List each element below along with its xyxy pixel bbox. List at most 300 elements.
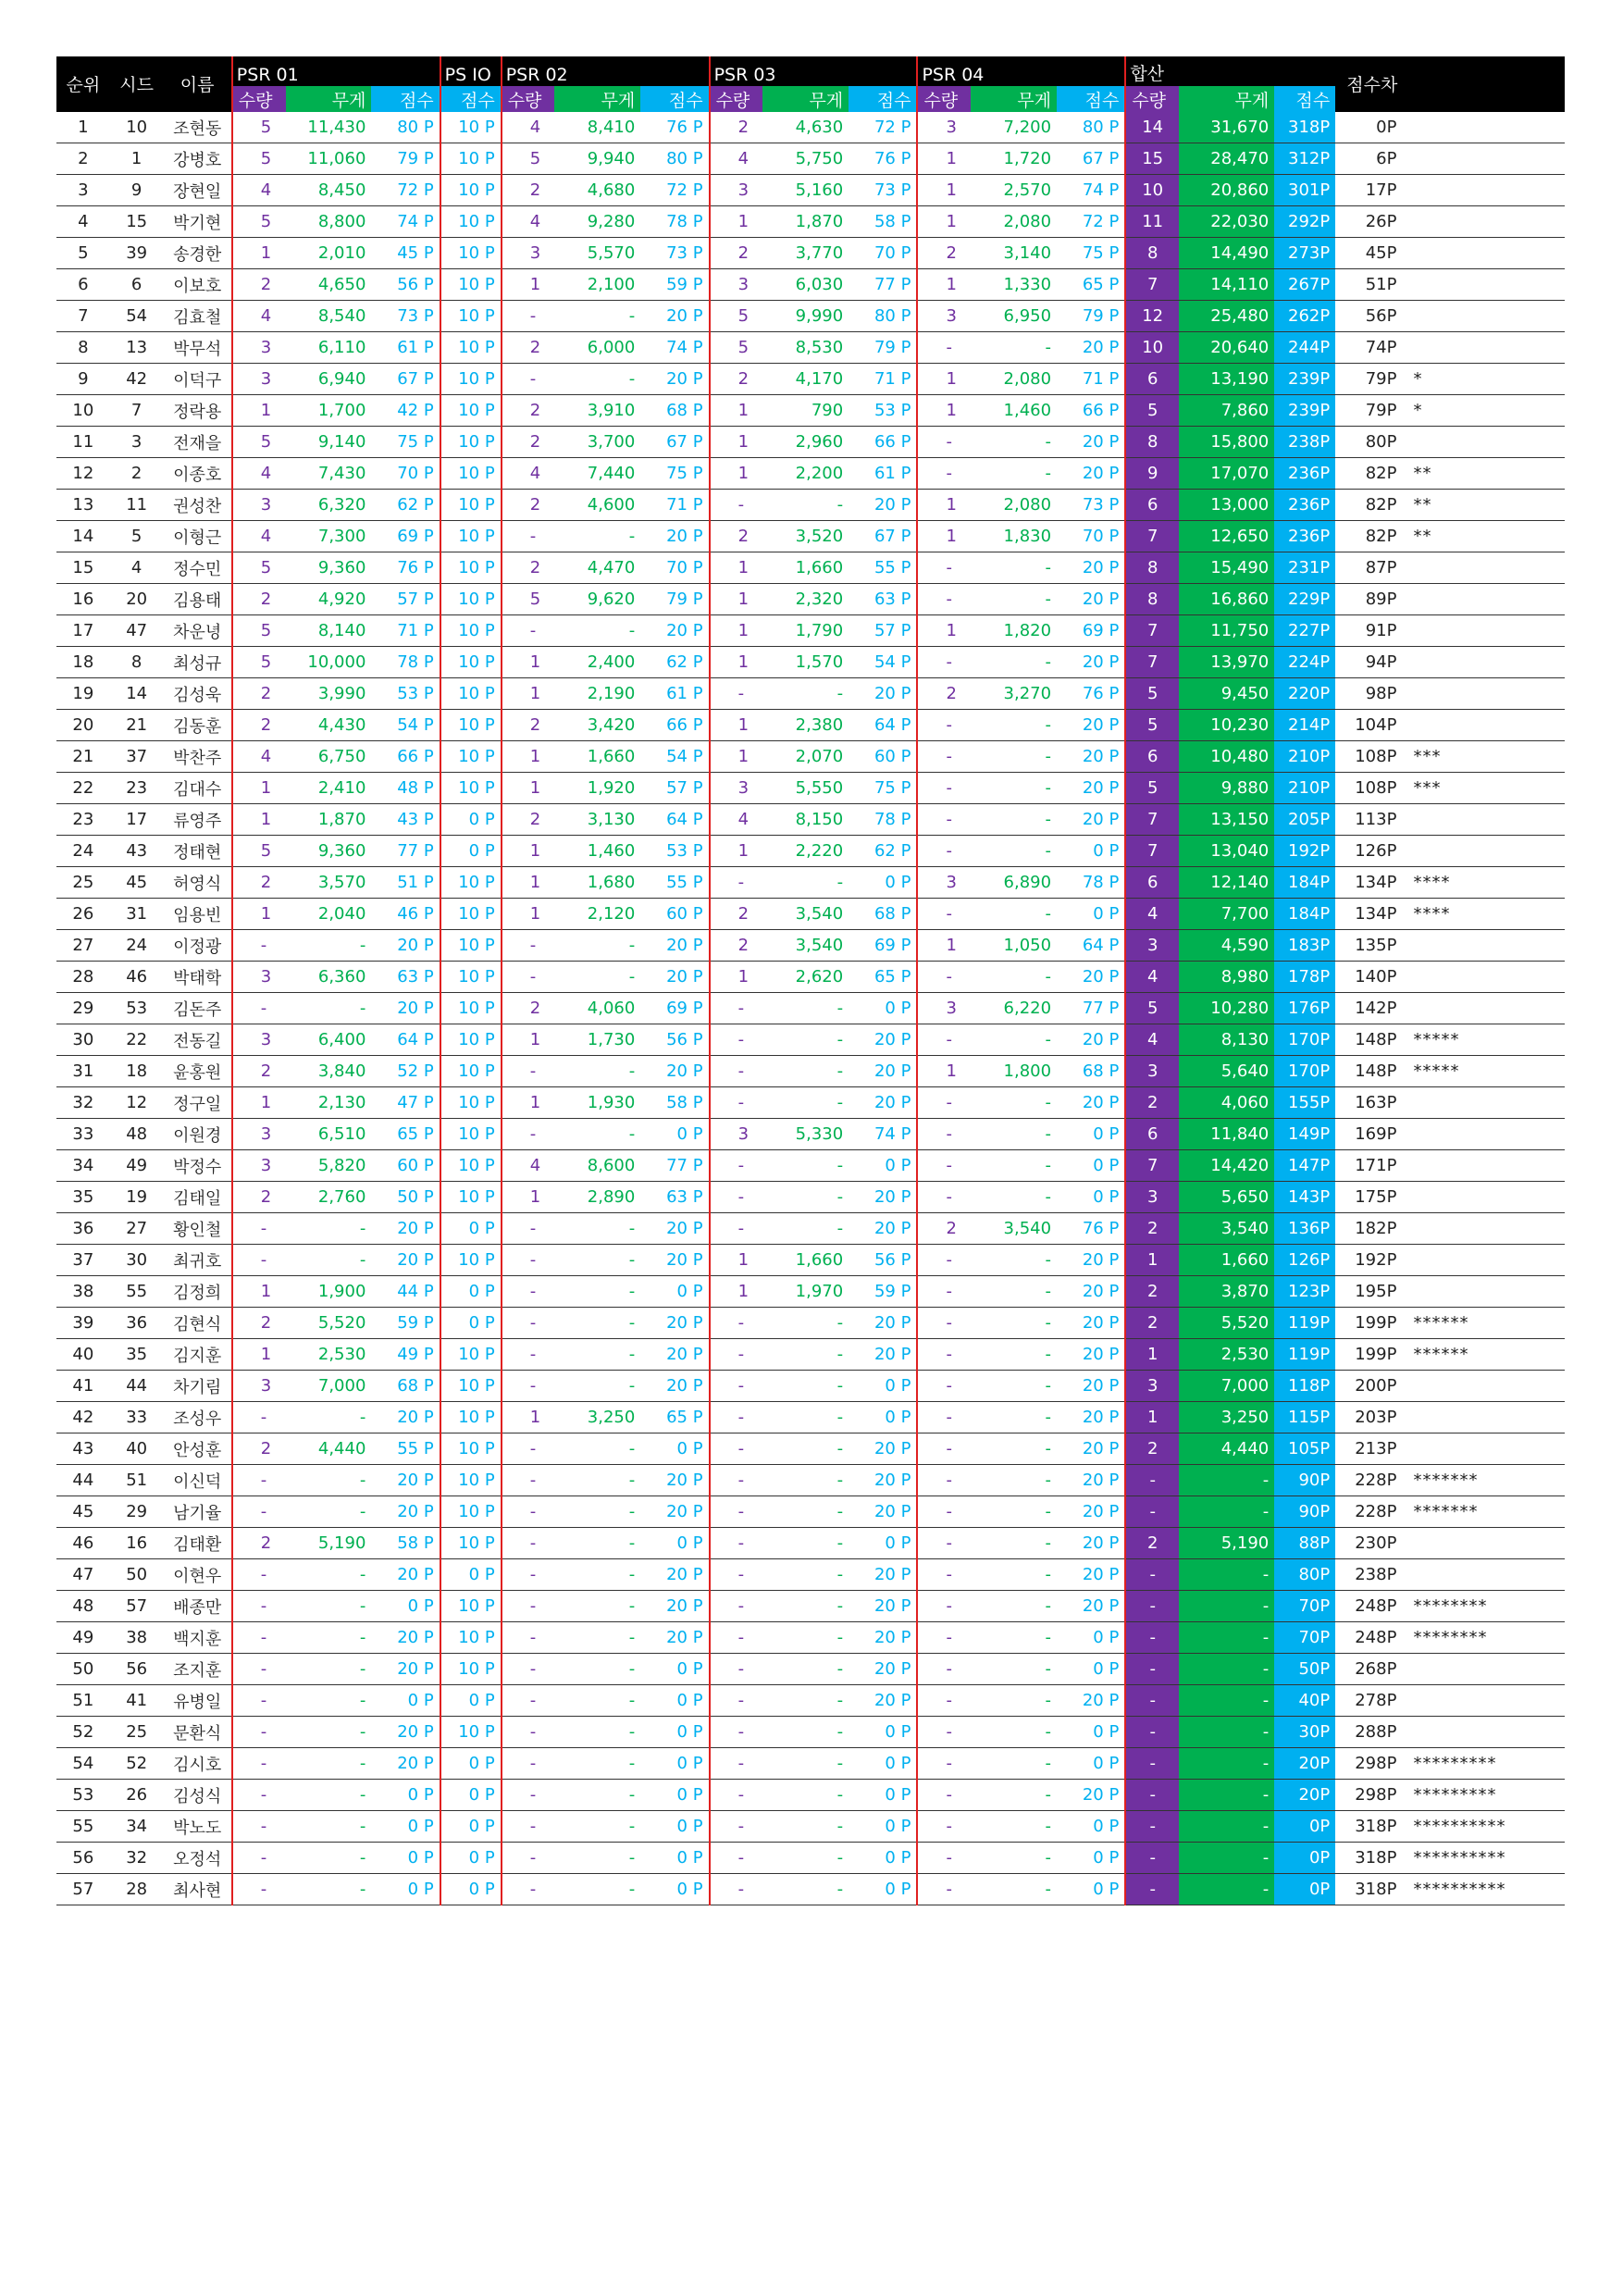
table-row	[56, 1402, 1565, 1433]
cell-psr03-weight: -	[762, 1213, 849, 1245]
cell-psr04-score: 0 P	[1057, 836, 1125, 867]
cell-psr04-score: 69 P	[1057, 615, 1125, 647]
cell-score-diff: 163P	[1335, 1087, 1402, 1119]
cell-psr01-qty: 4	[232, 458, 286, 490]
cell-psr01-weight: -	[286, 1465, 372, 1496]
cell-psr03-weight: -	[762, 1811, 849, 1843]
cell-psr01-weight: 8,450	[286, 175, 372, 206]
cell-psr04-qty: 3	[917, 867, 971, 899]
cell-psr02-weight: 4,680	[554, 175, 640, 206]
cell-psr04-weight: -	[971, 741, 1057, 773]
cell-score-diff: 228P	[1335, 1465, 1402, 1496]
cell-score-diff: 79P	[1335, 395, 1402, 427]
cell-psr02-score: 71 P	[640, 490, 709, 521]
cell-psr02-score: 74 P	[640, 332, 709, 364]
psr04-score-header: 점수	[1057, 86, 1125, 112]
cell-total-weight: 13,190	[1179, 364, 1274, 395]
cell-psr01-weight: 5,820	[286, 1150, 372, 1182]
cell-psr01-weight: -	[286, 1559, 372, 1591]
cell-rank: 19	[56, 678, 110, 710]
cell-tie-mark: *****	[1402, 1056, 1565, 1087]
cell-psr01-weight: 8,540	[286, 301, 372, 332]
cell-psr02-qty: -	[502, 301, 555, 332]
cell-total-score: 227P	[1274, 615, 1335, 647]
cell-score-diff: 108P	[1335, 773, 1402, 804]
cell-psr01-score: 20 P	[371, 1402, 440, 1433]
cell-psr01-score: 74 P	[371, 206, 440, 238]
cell-psr01-score: 70 P	[371, 458, 440, 490]
cell-psr04-score: 64 P	[1057, 930, 1125, 962]
cell-psio-score: 10 P	[440, 615, 502, 647]
cell-tie-mark: ***	[1402, 741, 1565, 773]
cell-tie-mark	[1402, 1685, 1565, 1717]
cell-psio-score: 10 P	[440, 647, 502, 678]
cell-psr01-weight: 3,570	[286, 867, 372, 899]
cell-psr03-score: 66 P	[849, 427, 917, 458]
group-psr02-header: PSR 02	[502, 56, 710, 86]
cell-rank: 4	[56, 206, 110, 238]
table-row	[56, 1528, 1565, 1559]
cell-psr03-score: 20 P	[849, 490, 917, 521]
cell-psr01-weight: 4,920	[286, 584, 372, 615]
cell-psr04-weight: 6,950	[971, 301, 1057, 332]
cell-score-diff: 135P	[1335, 930, 1402, 962]
cell-psr02-weight: 5,570	[554, 238, 640, 269]
cell-psr03-score: 69 P	[849, 930, 917, 962]
cell-psr01-qty: 2	[232, 1308, 286, 1339]
cell-rank: 49	[56, 1622, 110, 1654]
cell-psr04-weight: 1,460	[971, 395, 1057, 427]
psr02-qty-header: 수량	[502, 86, 555, 112]
cell-psr02-qty: 2	[502, 332, 555, 364]
cell-psr03-weight: 8,530	[762, 332, 849, 364]
cell-psr01-score: 20 P	[371, 1245, 440, 1276]
cell-name: 박찬주	[164, 741, 232, 773]
cell-total-score: 20P	[1274, 1780, 1335, 1811]
cell-psr01-weight: 2,760	[286, 1182, 372, 1213]
cell-seed: 9	[110, 175, 164, 206]
table-row	[56, 1748, 1565, 1780]
cell-rank: 3	[56, 175, 110, 206]
cell-psr04-qty: -	[917, 1874, 971, 1905]
cell-score-diff: 248P	[1335, 1591, 1402, 1622]
cell-psr04-score: 79 P	[1057, 301, 1125, 332]
cell-psr04-score: 65 P	[1057, 269, 1125, 301]
cell-psr03-score: 73 P	[849, 175, 917, 206]
cell-psr04-weight: 1,720	[971, 143, 1057, 175]
cell-psr02-weight: -	[554, 1465, 640, 1496]
cell-total-score: 214P	[1274, 710, 1335, 741]
cell-score-diff: 318P	[1335, 1811, 1402, 1843]
cell-total-weight: 10,230	[1179, 710, 1274, 741]
cell-total-weight: 20,860	[1179, 175, 1274, 206]
table-row	[56, 1056, 1565, 1087]
cell-psr02-qty: -	[502, 1528, 555, 1559]
cell-total-qty: 5	[1125, 678, 1179, 710]
cell-tie-mark	[1402, 1371, 1565, 1402]
total-qty-header: 수량	[1125, 86, 1179, 112]
cell-psr03-qty: -	[710, 678, 763, 710]
cell-psr04-score: 20 P	[1057, 427, 1125, 458]
cell-psr01-qty: 5	[232, 206, 286, 238]
group-psr04-header: PSR 04	[917, 56, 1125, 86]
cell-seed: 44	[110, 1371, 164, 1402]
cell-total-qty: -	[1125, 1465, 1179, 1496]
cell-psr02-score: 53 P	[640, 836, 709, 867]
cell-psr04-score: 71 P	[1057, 364, 1125, 395]
cell-psr01-weight: -	[286, 1780, 372, 1811]
cell-total-qty: 8	[1125, 552, 1179, 584]
cell-total-score: 80P	[1274, 1559, 1335, 1591]
cell-score-diff: 171P	[1335, 1150, 1402, 1182]
cell-psr03-score: 20 P	[849, 1213, 917, 1245]
cell-psr02-qty: -	[502, 1308, 555, 1339]
cell-total-score: 30P	[1274, 1717, 1335, 1748]
cell-tie-mark: ***	[1402, 773, 1565, 804]
cell-seed: 43	[110, 836, 164, 867]
cell-psr01-weight: 2,040	[286, 899, 372, 930]
cell-psio-score: 10 P	[440, 1024, 502, 1056]
cell-psr04-qty: -	[917, 1654, 971, 1685]
cell-psr03-qty: 3	[710, 1119, 763, 1150]
cell-psr03-weight: -	[762, 1402, 849, 1433]
cell-name: 박정수	[164, 1150, 232, 1182]
results-table	[56, 56, 1565, 1905]
cell-psr04-qty: -	[917, 1339, 971, 1371]
cell-seed: 7	[110, 395, 164, 427]
cell-psr03-weight: -	[762, 1087, 849, 1119]
cell-psr01-qty: -	[232, 1748, 286, 1780]
cell-psio-score: 10 P	[440, 206, 502, 238]
cell-psr03-score: 78 P	[849, 804, 917, 836]
cell-psr01-score: 79 P	[371, 143, 440, 175]
cell-total-qty: 8	[1125, 238, 1179, 269]
cell-name: 남기율	[164, 1496, 232, 1528]
cell-seed: 3	[110, 427, 164, 458]
cell-tie-mark	[1402, 1213, 1565, 1245]
cell-seed: 38	[110, 1622, 164, 1654]
cell-psr03-weight: 2,620	[762, 962, 849, 993]
cell-psr01-score: 63 P	[371, 962, 440, 993]
cell-tie-mark: ********	[1402, 1622, 1565, 1654]
cell-total-score: 220P	[1274, 678, 1335, 710]
cell-psr03-weight: 2,220	[762, 836, 849, 867]
cell-seed: 5	[110, 521, 164, 552]
cell-psr03-weight: 2,320	[762, 584, 849, 615]
cell-total-score: 20P	[1274, 1748, 1335, 1780]
cell-total-qty: 7	[1125, 521, 1179, 552]
cell-name: 김현식	[164, 1308, 232, 1339]
cell-total-score: 210P	[1274, 773, 1335, 804]
cell-psr01-weight: -	[286, 1591, 372, 1622]
cell-psr04-weight: -	[971, 1528, 1057, 1559]
cell-total-score: 147P	[1274, 1150, 1335, 1182]
cell-psr01-score: 0 P	[371, 1843, 440, 1874]
cell-total-weight: 13,970	[1179, 647, 1274, 678]
cell-tie-mark	[1402, 175, 1565, 206]
table-row	[56, 741, 1565, 773]
cell-psr01-qty: -	[232, 1591, 286, 1622]
cell-psr03-qty: 4	[710, 143, 763, 175]
cell-psr02-qty: -	[502, 1245, 555, 1276]
cell-score-diff: 192P	[1335, 1245, 1402, 1276]
cell-score-diff: 182P	[1335, 1213, 1402, 1245]
cell-tie-mark	[1402, 1717, 1565, 1748]
cell-psr03-qty: -	[710, 1024, 763, 1056]
cell-psr04-weight: -	[971, 773, 1057, 804]
cell-total-score: 184P	[1274, 867, 1335, 899]
cell-psr01-weight: -	[286, 1213, 372, 1245]
cell-psr04-score: 0 P	[1057, 899, 1125, 930]
cell-tie-mark: *********	[1402, 1780, 1565, 1811]
cell-psr02-qty: 1	[502, 1024, 555, 1056]
cell-name: 송경한	[164, 238, 232, 269]
cell-total-weight: 10,280	[1179, 993, 1274, 1024]
cell-score-diff: 318P	[1335, 1843, 1402, 1874]
cell-psr03-score: 74 P	[849, 1119, 917, 1150]
cell-psr02-qty: 4	[502, 458, 555, 490]
cell-psio-score: 10 P	[440, 1056, 502, 1087]
cell-psr02-weight: -	[554, 1874, 640, 1905]
cell-total-qty: 10	[1125, 332, 1179, 364]
cell-psr01-qty: 1	[232, 1087, 286, 1119]
cell-psr03-score: 0 P	[849, 1371, 917, 1402]
cell-psr01-score: 45 P	[371, 238, 440, 269]
cell-psr04-qty: -	[917, 1433, 971, 1465]
cell-psr03-qty: -	[710, 1591, 763, 1622]
cell-psr04-score: 80 P	[1057, 112, 1125, 143]
cell-psr02-weight: 9,940	[554, 143, 640, 175]
cell-psr02-weight: -	[554, 1213, 640, 1245]
cell-psr01-weight: -	[286, 993, 372, 1024]
cell-psr04-weight: 2,080	[971, 206, 1057, 238]
cell-score-diff: 298P	[1335, 1780, 1402, 1811]
table-row	[56, 206, 1565, 238]
cell-psr03-weight: -	[762, 1371, 849, 1402]
cell-psr01-score: 0 P	[371, 1591, 440, 1622]
table-row	[56, 490, 1565, 521]
cell-psr03-qty: -	[710, 1874, 763, 1905]
cell-total-qty: 6	[1125, 1119, 1179, 1150]
cell-psr02-weight: 1,730	[554, 1024, 640, 1056]
table-row	[56, 678, 1565, 710]
cell-psr04-weight: -	[971, 1150, 1057, 1182]
cell-psr03-qty: -	[710, 1371, 763, 1402]
cell-total-qty: -	[1125, 1496, 1179, 1528]
cell-seed: 18	[110, 1056, 164, 1087]
cell-psr04-qty: -	[917, 427, 971, 458]
cell-psr03-qty: 1	[710, 741, 763, 773]
cell-rank: 42	[56, 1402, 110, 1433]
cell-psio-score: 10 P	[440, 1245, 502, 1276]
cell-seed: 32	[110, 1843, 164, 1874]
cell-psr04-qty: 3	[917, 301, 971, 332]
cell-psr03-qty: 3	[710, 175, 763, 206]
col-rank-header: 순위	[56, 56, 110, 112]
cell-psr01-weight: 1,700	[286, 395, 372, 427]
cell-psr01-score: 55 P	[371, 1433, 440, 1465]
cell-total-score: 90P	[1274, 1496, 1335, 1528]
cell-psr02-weight: 4,470	[554, 552, 640, 584]
cell-total-weight: -	[1179, 1748, 1274, 1780]
cell-total-qty: 7	[1125, 647, 1179, 678]
cell-psr02-qty: -	[502, 1056, 555, 1087]
cell-psio-score: 0 P	[440, 1748, 502, 1780]
cell-psr02-score: 66 P	[640, 710, 709, 741]
cell-total-weight: 4,060	[1179, 1087, 1274, 1119]
cell-name: 장현일	[164, 175, 232, 206]
cell-psr03-weight: -	[762, 1339, 849, 1371]
cell-score-diff: 142P	[1335, 993, 1402, 1024]
cell-name: 권성찬	[164, 490, 232, 521]
cell-seed: 24	[110, 930, 164, 962]
cell-psr04-weight: -	[971, 710, 1057, 741]
cell-psr04-qty: -	[917, 1780, 971, 1811]
cell-total-weight: -	[1179, 1496, 1274, 1528]
cell-name: 허영식	[164, 867, 232, 899]
cell-psr03-weight: 3,540	[762, 899, 849, 930]
col-seed-header: 시드	[110, 56, 164, 112]
cell-psr04-weight: 2,570	[971, 175, 1057, 206]
cell-psr03-weight: 5,160	[762, 175, 849, 206]
cell-total-score: 178P	[1274, 962, 1335, 993]
cell-psr03-qty: 1	[710, 615, 763, 647]
cell-psr01-qty: -	[232, 1402, 286, 1433]
cell-psio-score: 10 P	[440, 1433, 502, 1465]
cell-seed: 55	[110, 1276, 164, 1308]
cell-total-weight: -	[1179, 1843, 1274, 1874]
cell-psr04-weight: -	[971, 1276, 1057, 1308]
cell-rank: 13	[56, 490, 110, 521]
cell-psr02-score: 20 P	[640, 1559, 709, 1591]
cell-total-qty: 7	[1125, 269, 1179, 301]
cell-psr04-weight: -	[971, 1685, 1057, 1717]
cell-psr04-score: 0 P	[1057, 1622, 1125, 1654]
cell-total-qty: 5	[1125, 395, 1179, 427]
cell-name: 김시호	[164, 1748, 232, 1780]
cell-psr01-score: 61 P	[371, 332, 440, 364]
cell-psr03-score: 77 P	[849, 269, 917, 301]
cell-psr04-weight: 1,330	[971, 269, 1057, 301]
cell-psr02-qty: 1	[502, 678, 555, 710]
cell-tie-mark: ****	[1402, 899, 1565, 930]
cell-psr04-qty: -	[917, 1308, 971, 1339]
cell-seed: 23	[110, 773, 164, 804]
cell-psr02-weight: -	[554, 1276, 640, 1308]
cell-name: 조지훈	[164, 1654, 232, 1685]
cell-tie-mark	[1402, 206, 1565, 238]
cell-name: 조성우	[164, 1402, 232, 1433]
cell-psr02-qty: -	[502, 930, 555, 962]
cell-score-diff: 82P	[1335, 490, 1402, 521]
cell-total-weight: 11,750	[1179, 615, 1274, 647]
table-row	[56, 552, 1565, 584]
cell-rank: 23	[56, 804, 110, 836]
cell-psr02-weight: -	[554, 301, 640, 332]
cell-psr02-qty: 4	[502, 112, 555, 143]
cell-psr03-weight: 5,330	[762, 1119, 849, 1150]
cell-psr04-weight: -	[971, 1559, 1057, 1591]
cell-total-weight: -	[1179, 1591, 1274, 1622]
cell-score-diff: 248P	[1335, 1622, 1402, 1654]
cell-total-qty: 9	[1125, 458, 1179, 490]
cell-rank: 1	[56, 112, 110, 143]
cell-psr02-qty: 1	[502, 741, 555, 773]
cell-psr03-score: 0 P	[849, 867, 917, 899]
cell-psio-score: 10 P	[440, 1182, 502, 1213]
cell-tie-mark	[1402, 1245, 1565, 1276]
cell-psr01-score: 0 P	[371, 1811, 440, 1843]
table-row	[56, 1433, 1565, 1465]
cell-psr02-qty: -	[502, 1811, 555, 1843]
cell-psr01-qty: 5	[232, 427, 286, 458]
cell-psr04-score: 0 P	[1057, 1150, 1125, 1182]
cell-psr01-qty: 2	[232, 1056, 286, 1087]
cell-psr01-weight: 7,000	[286, 1371, 372, 1402]
cell-psr03-score: 70 P	[849, 238, 917, 269]
cell-psr04-qty: 1	[917, 490, 971, 521]
cell-total-score: 183P	[1274, 930, 1335, 962]
cell-psr03-qty: -	[710, 1087, 763, 1119]
cell-score-diff: 278P	[1335, 1685, 1402, 1717]
cell-rank: 8	[56, 332, 110, 364]
cell-score-diff: 169P	[1335, 1119, 1402, 1150]
cell-total-qty: 10	[1125, 175, 1179, 206]
cell-psr04-score: 67 P	[1057, 143, 1125, 175]
cell-seed: 2	[110, 458, 164, 490]
cell-psr04-qty: -	[917, 1087, 971, 1119]
cell-psr02-qty: 1	[502, 1087, 555, 1119]
cell-tie-mark	[1402, 269, 1565, 301]
cell-tie-mark: **********	[1402, 1874, 1565, 1905]
table-row	[56, 1371, 1565, 1402]
cell-psr03-weight: 3,520	[762, 521, 849, 552]
cell-total-weight: -	[1179, 1874, 1274, 1905]
cell-name: 조현동	[164, 112, 232, 143]
cell-psr02-qty: 4	[502, 1150, 555, 1182]
cell-psr04-qty: -	[917, 1528, 971, 1559]
cell-rank: 34	[56, 1150, 110, 1182]
table-row	[56, 1685, 1565, 1717]
cell-name: 황인철	[164, 1213, 232, 1245]
cell-psr01-weight: 2,410	[286, 773, 372, 804]
cell-tie-mark	[1402, 615, 1565, 647]
cell-psr01-qty: 3	[232, 962, 286, 993]
cell-seed: 42	[110, 364, 164, 395]
cell-psr01-score: 76 P	[371, 552, 440, 584]
cell-psr02-score: 20 P	[640, 1371, 709, 1402]
cell-rank: 41	[56, 1371, 110, 1402]
cell-psr02-qty: -	[502, 615, 555, 647]
cell-psr04-qty: -	[917, 1811, 971, 1843]
cell-psr03-score: 0 P	[849, 1811, 917, 1843]
cell-rank: 52	[56, 1717, 110, 1748]
cell-psr01-weight: 6,940	[286, 364, 372, 395]
cell-seed: 57	[110, 1591, 164, 1622]
cell-psr03-weight: 1,660	[762, 1245, 849, 1276]
cell-seed: 51	[110, 1465, 164, 1496]
cell-total-qty: -	[1125, 1685, 1179, 1717]
cell-score-diff: 200P	[1335, 1371, 1402, 1402]
cell-psr03-weight: 3,770	[762, 238, 849, 269]
cell-tie-mark: *******	[1402, 1465, 1565, 1496]
cell-total-score: 119P	[1274, 1339, 1335, 1371]
cell-name: 김대수	[164, 773, 232, 804]
cell-psr02-weight: -	[554, 930, 640, 962]
cell-total-qty: -	[1125, 1874, 1179, 1905]
cell-name: 김용태	[164, 584, 232, 615]
cell-psr03-weight: -	[762, 1780, 849, 1811]
